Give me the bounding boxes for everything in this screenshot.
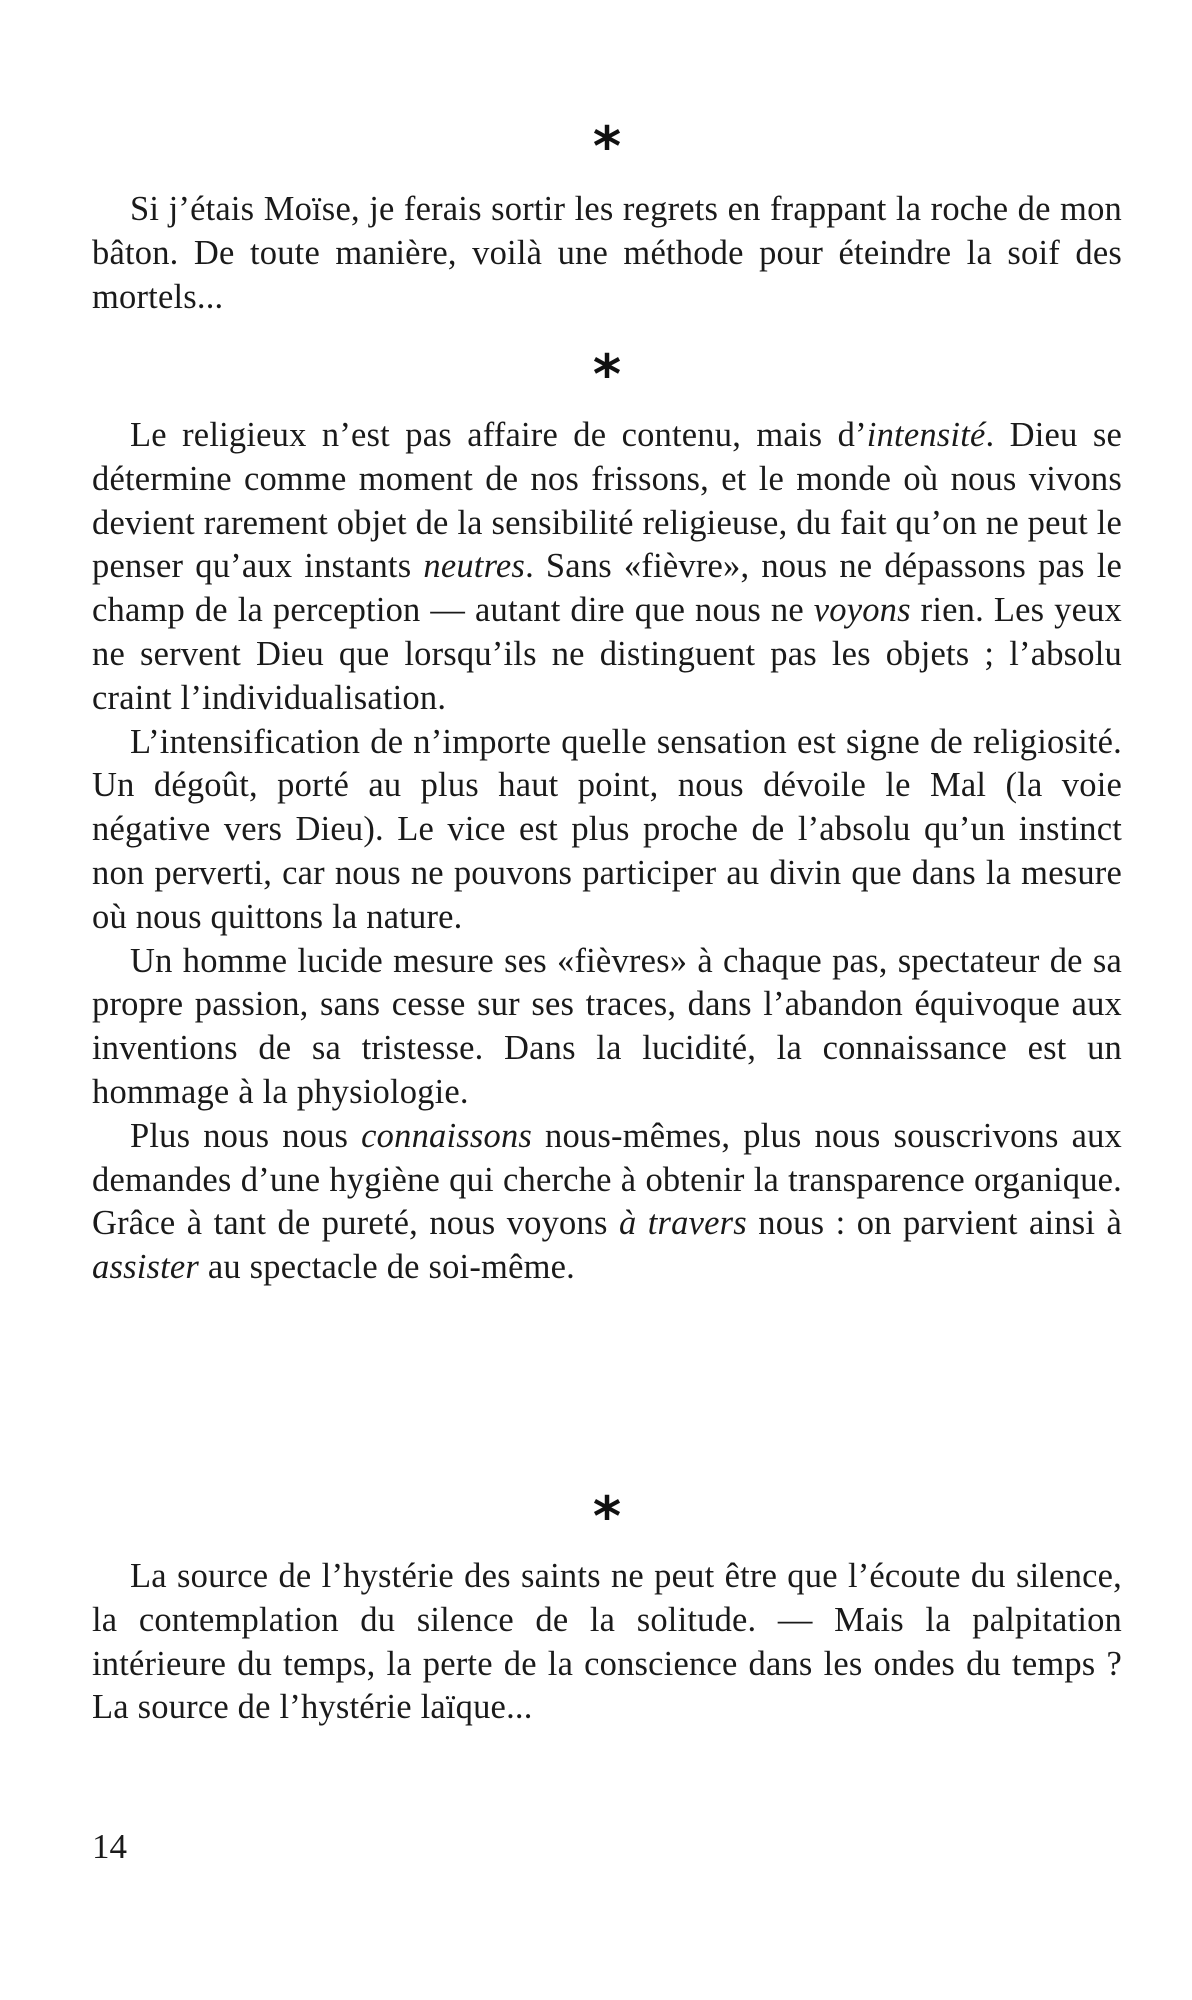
paragraph bbox=[92, 1555, 1122, 1730]
section-separator-asterisk: * bbox=[592, 115, 622, 178]
section-separator-asterisk: * bbox=[592, 343, 622, 406]
text-run: nous : on parvient ainsi à bbox=[746, 1204, 1123, 1243]
paragraph bbox=[92, 940, 1122, 1115]
text-run: . Sans «fièvre», nous ne dépassons pas le champ de la perception — autant dire que nous ne bbox=[92, 547, 1122, 630]
italic-text-run: voyons bbox=[813, 591, 911, 630]
book-page bbox=[92, 0, 1122, 2000]
text-run: L’intensification de n’importe quelle sensation est signe de religiosité. Un dégoût, porté au plus haut point, nous dévoile le Mal (la voie négative vers Dieu). Le vice est plus proche de l’absolu qu’un instinct non perverti, car nous ne pouvons participer au divin que dans la mesure où nous quittons la nature. bbox=[92, 722, 1122, 936]
text-run: Plus nous nous bbox=[130, 1116, 362, 1155]
italic-text-run: connaissons bbox=[361, 1116, 533, 1155]
text-run: rien. Les yeux ne servent Dieu que lorsqu’ils ne distinguent pas les objets ; l’absolu craint l’individualisation. bbox=[92, 591, 1122, 717]
italic-text-run: neutres bbox=[423, 547, 526, 586]
text-run: La source de l’hystérie des saints ne peut être que l’écoute du silence, la contemplation du silence de la solitude. — Mais la palpitation intérieure du temps, la perte de la conscience dans les ondes du temps ? La source de l’hystérie laïque... bbox=[92, 1557, 1122, 1727]
text-run: au spectacle de soi-même. bbox=[199, 1248, 575, 1287]
paragraph bbox=[92, 1115, 1122, 1290]
italic-text-run: assister bbox=[92, 1248, 200, 1287]
text-run: . Dieu se détermine comme moment de nos frissons, et le monde où nous vivons devient rarement objet de la sensibilité religieuse, du fait qu’on ne peut le penser qu’aux instants bbox=[92, 416, 1122, 586]
paragraph bbox=[92, 414, 1122, 721]
page-number: 14 bbox=[92, 1827, 127, 1866]
section-separator-asterisk: * bbox=[592, 1485, 622, 1548]
paragraph bbox=[92, 721, 1122, 940]
paragraph bbox=[92, 188, 1122, 319]
text-run: Si j’étais Moïse, je ferais sortir les regrets en frappant la roche de mon bâton. De toute manière, voilà une méthode pour éteindre la soif des mortels... bbox=[92, 190, 1122, 316]
text-run: Un homme lucide mesure ses «fièvres» à chaque pas, spectateur de sa propre passion, sans cesse sur ses traces, dans l’abandon équivoque aux inventions de sa tristesse. Dans la lucidité, la connaissance est un hommage à la physiologie. bbox=[92, 941, 1122, 1111]
text-section bbox=[92, 188, 1122, 319]
italic-text-run: intensité bbox=[866, 416, 986, 454]
italic-text-run: à travers bbox=[618, 1204, 747, 1243]
text-run: nous-mêmes, plus nous souscrivons aux demandes d’une hygiène qui cherche à obtenir la transparence organique. Grâce à tant de pureté, nous voyons bbox=[92, 1116, 1122, 1243]
text-run: Le religieux n’est pas affaire de contenu, mais d’ bbox=[130, 416, 867, 454]
text-section bbox=[92, 414, 1122, 1290]
text-section bbox=[92, 1555, 1122, 1730]
